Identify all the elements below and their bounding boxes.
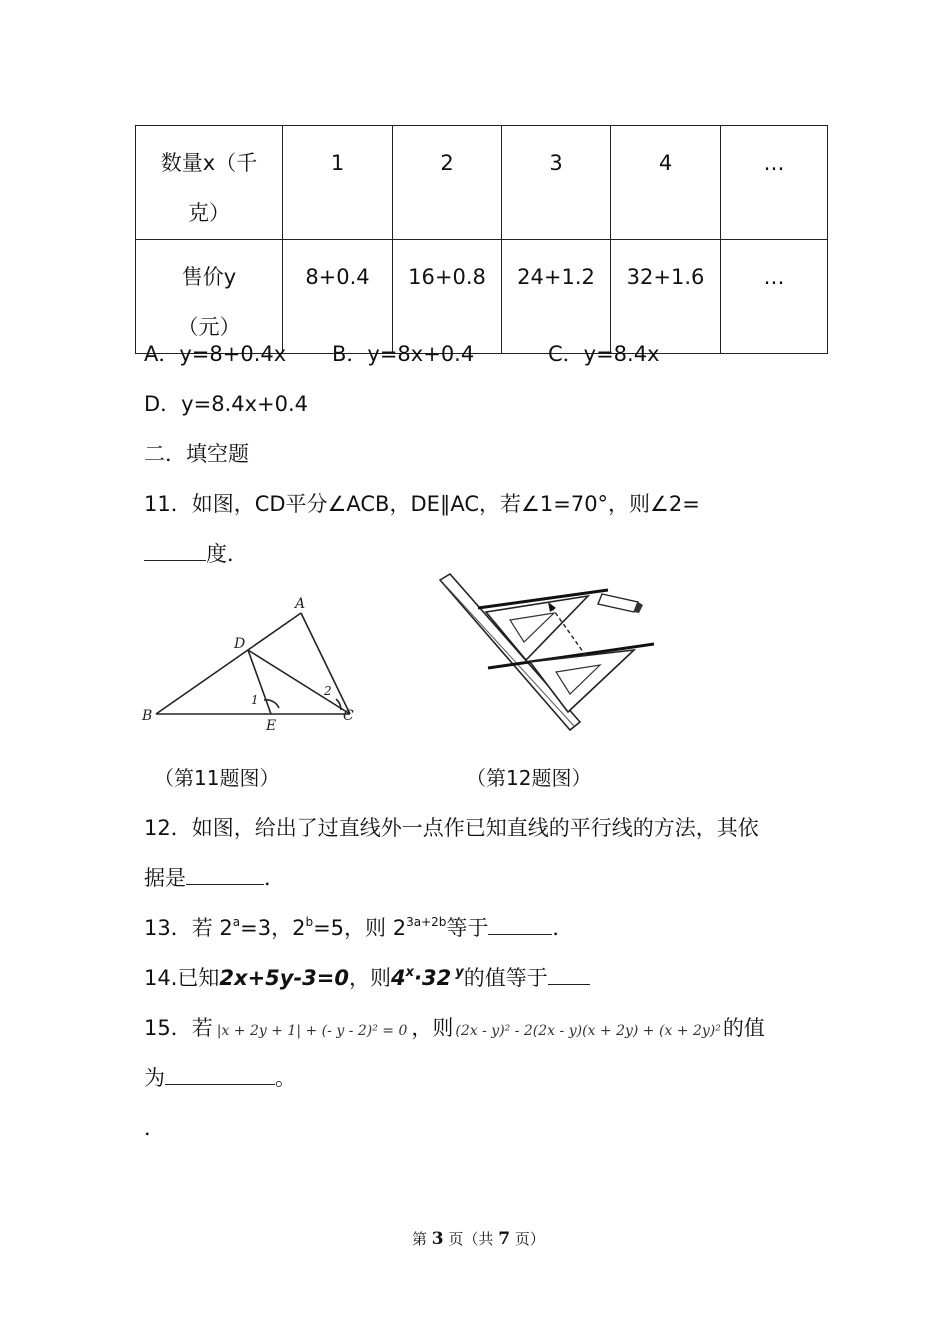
q11-caption: （第11题图） [154, 766, 280, 790]
q12-suffix: ． [264, 866, 285, 890]
stray-dot: ． [144, 1116, 165, 1140]
section-title: 二．填空题 [144, 442, 249, 466]
q14-prefix: 14.已知 [144, 966, 220, 990]
footer-pre: 第 [412, 1230, 428, 1248]
q14-suffix: 的值等于 [463, 966, 548, 990]
q14-exp1: x [405, 965, 415, 980]
q12-prefix: 据是 [144, 866, 186, 890]
q14-line [144, 962, 590, 992]
table-header-price-line1: 售价y [181, 265, 237, 289]
footer-total-pages: 7 [498, 1229, 511, 1249]
q11-triangle-figure [138, 592, 368, 737]
q15-suffix: 的值 [722, 1016, 765, 1040]
pencil [598, 594, 638, 612]
q12-line2 [144, 862, 285, 892]
q14-base1: 4 [391, 966, 406, 990]
q15-blank [165, 1064, 275, 1085]
option-a: A．y=8+0.4x [144, 342, 287, 366]
table-row-price [136, 240, 828, 354]
q11-suffix: 度． [206, 542, 248, 566]
table-header-quantity-line1: 数量x（千 [160, 151, 258, 175]
price-table [135, 125, 828, 354]
q13-prefix: 13．若 2 [144, 916, 233, 940]
option-c: C．y=8.4x [548, 342, 660, 366]
footer-mid: 页（共 [448, 1230, 494, 1248]
q14-equation: 2x+5y-3=0 [219, 966, 349, 990]
q15-prefix: 15．若 [144, 1016, 213, 1040]
q15-line2-prefix: 为 [144, 1066, 165, 1090]
footer-post: 页） [514, 1230, 545, 1248]
q11-line2 [144, 538, 248, 568]
table-cell-y1: 8+0.4 [283, 240, 393, 354]
table-header-quantity [136, 126, 283, 240]
q15-mid: ，则 [411, 1016, 454, 1040]
q14-dot32: ·32 [414, 966, 452, 990]
q15-line2-suffix: 。 [275, 1066, 296, 1090]
option-b: B．y=8x+0.4 [332, 342, 475, 366]
segment-ba [156, 613, 301, 714]
q13-mid1: =3，2 [240, 916, 306, 940]
table-cell-x1: 1 [283, 126, 393, 240]
table-cell-y2: 16+0.8 [393, 240, 502, 354]
q15-condition: |x + 2y + 1| + (- y - 2)² = 0 [216, 1023, 408, 1039]
q13-exp: 3a+2b [406, 915, 447, 929]
label-d: D [234, 636, 246, 652]
q15-line2 [144, 1062, 296, 1092]
label-a: A [295, 596, 306, 612]
q15-line1 [144, 1012, 765, 1042]
page-footer [412, 1228, 545, 1249]
table-cell-x5: … [721, 126, 828, 240]
label-e: E [266, 718, 277, 734]
table-header-price [136, 240, 283, 354]
angle-2-arc [336, 699, 341, 710]
q13-b-exp: b [305, 915, 314, 929]
table-cell-x3: 3 [502, 126, 611, 240]
q15-expression: (2x - y)² - 2(2x - y)(x + 2y) + (x + 2y)² [455, 1023, 721, 1039]
q14-blank [548, 964, 590, 985]
table-cell-y3: 24+1.2 [502, 240, 611, 354]
label-angle-1: 1 [251, 693, 259, 707]
q12-line1: 12．如图，给出了过直线外一点作已知直线的平行线的方法，其依 [144, 816, 759, 840]
table-cell-x4: 4 [611, 126, 721, 240]
table-header-quantity-line2: 克） [188, 201, 230, 225]
footer-page-number: 3 [431, 1229, 444, 1249]
table-cell-x2: 2 [393, 126, 502, 240]
q11-blank [144, 540, 206, 561]
q12-caption: （第12题图） [466, 766, 592, 790]
label-c: C [343, 708, 354, 724]
q14-exp2: y [455, 965, 464, 980]
table-cell-y5: … [721, 240, 828, 354]
q13-a-exp: a [232, 915, 241, 929]
q13-mid2: =5，则 2 [313, 916, 407, 940]
label-b: B [142, 708, 153, 724]
table-cell-y4: 32+1.6 [611, 240, 721, 354]
q13-end: ． [552, 916, 574, 940]
table-header-price-line2: （元） [177, 315, 241, 339]
label-angle-2: 2 [324, 684, 332, 698]
q13-line [144, 912, 573, 942]
q13-suffix: 等于 [446, 916, 489, 940]
q11-line1: 11．如图，CD平分∠ACB，DE∥AC，若∠1=70°，则∠2= [144, 492, 700, 516]
q12-blank [186, 864, 264, 885]
q12-ruler-figure [438, 572, 660, 734]
q13-blank [488, 914, 552, 935]
q14-mid: ，则 [349, 966, 391, 990]
option-d: D．y=8.4x+0.4 [144, 392, 309, 416]
table-row-quantity [136, 126, 828, 240]
